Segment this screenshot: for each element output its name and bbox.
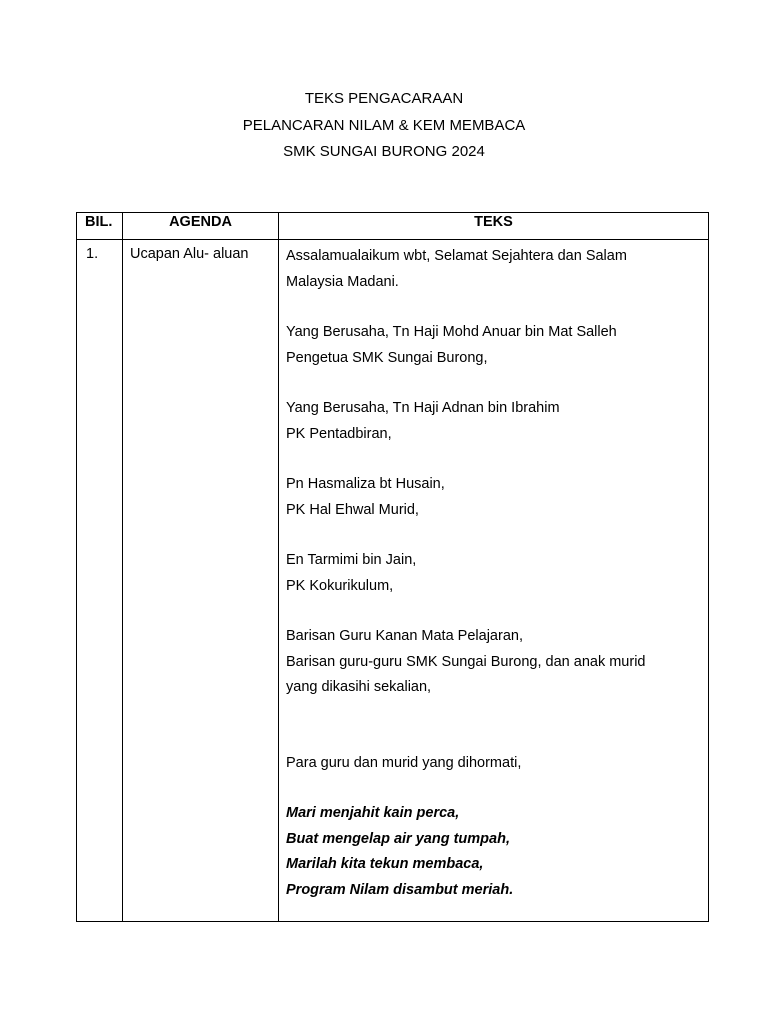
- cell-teks: [279, 240, 709, 922]
- guest-line: Barisan Guru Kanan Mata Pelajaran,: [286, 628, 523, 644]
- cell-bil: [77, 240, 123, 922]
- pantun-line: Mari menjahit kain perca,: [286, 805, 460, 821]
- cell-agenda: [123, 240, 279, 922]
- greeting-line: Malaysia Madani.: [286, 273, 399, 290]
- guest-name: Yang Berusaha, Tn Haji Adnan bin Ibrahim: [286, 400, 560, 416]
- agenda-text: Ucapan Alu- aluan: [130, 246, 249, 262]
- pantun-line: Program Nilam disambut meriah.: [286, 881, 514, 898]
- title-line-1: TEKS PENGACARAAN: [304, 90, 464, 107]
- pantun-line: Marilah kita tekun membaca,: [286, 856, 484, 872]
- header-teks: TEKS: [279, 213, 709, 240]
- guest-name: Yang Berusaha, Tn Haji Mohd Anuar bin Mat Salleh: [286, 324, 617, 340]
- guest-title: Pengetua SMK Sungai Burong,: [286, 349, 488, 366]
- agenda-table: [76, 212, 709, 922]
- header-agenda: AGENDA: [123, 213, 279, 240]
- header-bil: BIL.: [77, 213, 123, 240]
- title-line-3: SMK SUNGAI BURONG 2024: [283, 143, 485, 160]
- speech-text: [280, 241, 707, 903]
- guest-name: En Tarmimi bin Jain,: [286, 552, 417, 568]
- guest-line: yang dikasihi sekalian,: [286, 679, 432, 695]
- address-line: Para guru dan murid yang dihormati,: [286, 754, 522, 771]
- pantun-line: Buat mengelap air yang tumpah,: [286, 830, 510, 847]
- title-line-2: PELANCARAN NILAM & KEM MEMBACA: [242, 116, 526, 134]
- guest-title: PK Pentadbiran,: [286, 425, 392, 442]
- guest-name: Pn Hasmaliza bt Husain,: [286, 476, 445, 492]
- table-row: [77, 240, 709, 922]
- guest-line: Barisan guru-guru SMK Sungai Burong, dan anak murid: [286, 653, 646, 670]
- document-title: [0, 86, 768, 166]
- guest-title: PK Kokurikulum,: [286, 577, 394, 594]
- greeting-line: Assalamualaikum wbt, Selamat Sejahtera dan Salam: [286, 248, 627, 264]
- table-header-row: [77, 213, 709, 240]
- row-number: 1.: [86, 246, 99, 262]
- guest-title: PK Hal Ehwal Murid,: [286, 501, 419, 518]
